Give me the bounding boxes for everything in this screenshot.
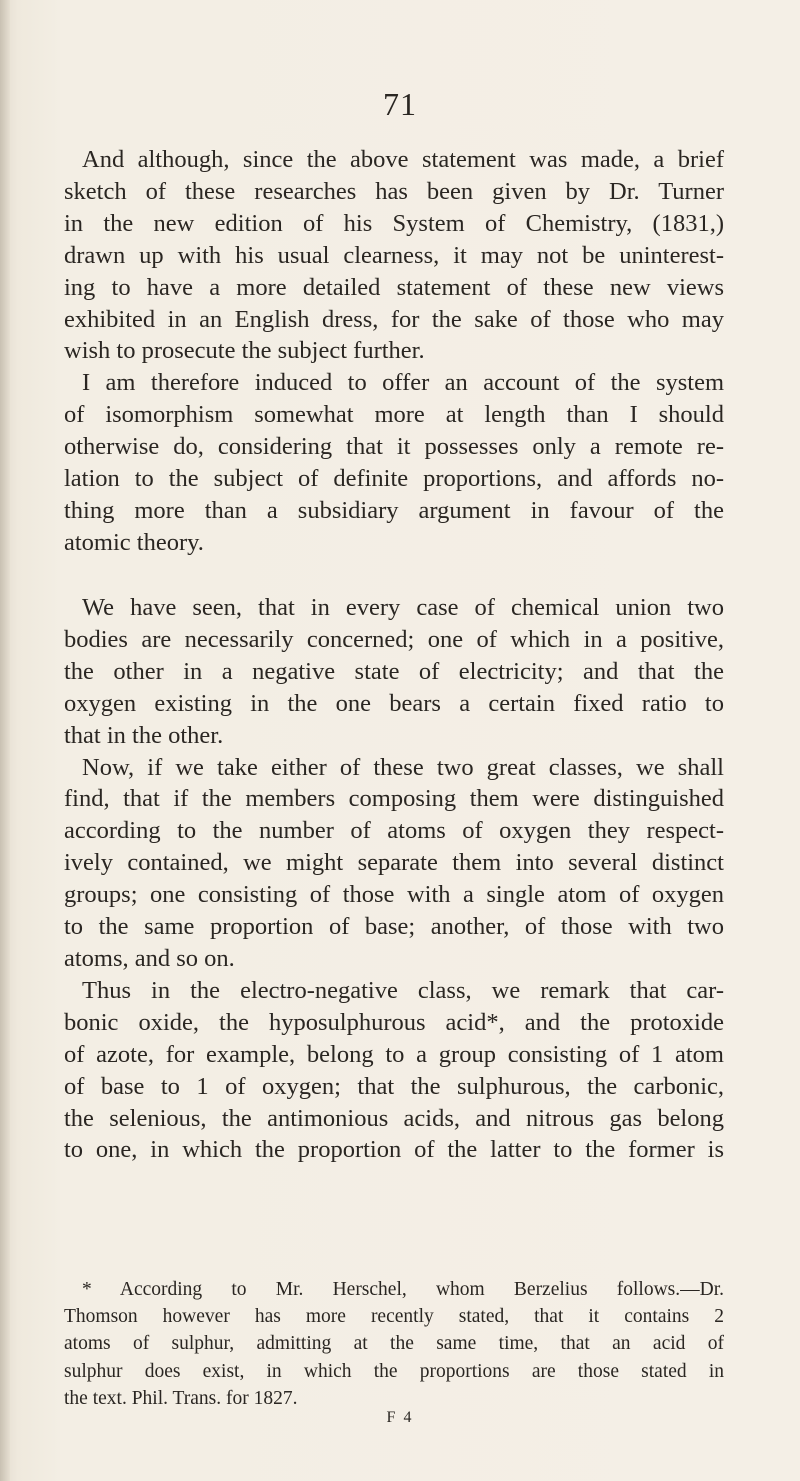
text-line: And although, since the above statement was made, a brief	[82, 146, 724, 173]
text-line: drawn up with his usual clearness, it may not be uninterest-	[64, 241, 724, 269]
text-line: thing more than a subsidiary argument in favour of the	[64, 496, 724, 524]
text-line: the selenious, the antimonious acids, and nitrous gas belong	[64, 1104, 724, 1132]
text-line: groups; one consisting of those with a single atom of oxygen	[64, 881, 724, 909]
text-line: * According to Mr. Herschel, whom Berzelius follows.—Dr.	[82, 1279, 724, 1300]
paragraph-block-1	[64, 144, 724, 559]
text-line: bonic oxide, the hyposulphurous acid*, and the protoxide	[64, 1008, 724, 1036]
text-line: to the same proportion of base; another, of those with two	[64, 913, 724, 941]
text-line: We have seen, that in every case of chemical union two	[82, 594, 724, 621]
text-line: of base to 1 of oxygen; that the sulphurous, the carbonic,	[64, 1072, 724, 1100]
text-line: the text. Phil. Trans. for 1827.	[64, 1387, 298, 1409]
text-line: find, that if the members composing them were distinguished	[64, 785, 724, 813]
text-line: of isomorphism somewhat more at length than I should	[64, 401, 724, 429]
text-line: Thomson however has more recently stated, that it contains 2	[64, 1306, 724, 1328]
text-line: exhibited in an English dress, for the sake of those who may	[64, 305, 724, 333]
text-line: bodies are necessarily concerned; one of which in a positive,	[64, 625, 724, 653]
text-line: to one, in which the proportion of the latter to the former is	[64, 1136, 724, 1164]
text-line: in the new edition of his System of Chemistry, (1831,)	[64, 209, 724, 237]
footnote	[64, 1276, 724, 1412]
text-line: otherwise do, considering that it possesses only a remote re-	[64, 433, 724, 461]
text-line: oxygen existing in the one bears a certain fixed ratio to	[64, 689, 724, 717]
page-binding-edge	[0, 0, 10, 1481]
text-line: of azote, for example, belong to a group consisting of 1 atom	[64, 1040, 724, 1068]
text-line: atoms of sulphur, admitting at the same time, that an acid of	[64, 1333, 724, 1355]
paragraph-block-2	[64, 592, 724, 1166]
text-line: sketch of these researches has been given by Dr. Turner	[64, 177, 724, 205]
text-line: ing to have a more detailed statement of these new views	[64, 273, 724, 301]
text-line: Thus in the electro-negative class, we remark that car-	[82, 976, 724, 1004]
signature-mark: F 4	[386, 1409, 414, 1426]
text-line: I am therefore induced to offer an account of the system	[82, 369, 724, 397]
text-line: atoms, and so on.	[64, 944, 235, 972]
text-line: ively contained, we might separate them into several distinct	[64, 849, 724, 877]
text-line: Now, if we take either of these two great classes, we shall	[82, 753, 724, 781]
text-line: sulphur does exist, in which the proportions are those stated in	[64, 1360, 724, 1382]
text-line: atomic theory.	[64, 528, 204, 556]
text-line: according to the number of atoms of oxygen they respect-	[64, 817, 724, 845]
text-line: the other in a negative state of electricity; and that the	[64, 657, 724, 685]
text-line: that in the other.	[64, 721, 224, 749]
page-number: 71	[383, 86, 417, 122]
text-line: lation to the subject of definite proportions, and affords no-	[64, 465, 724, 493]
text-line: wish to prosecute the subject further.	[64, 337, 425, 365]
